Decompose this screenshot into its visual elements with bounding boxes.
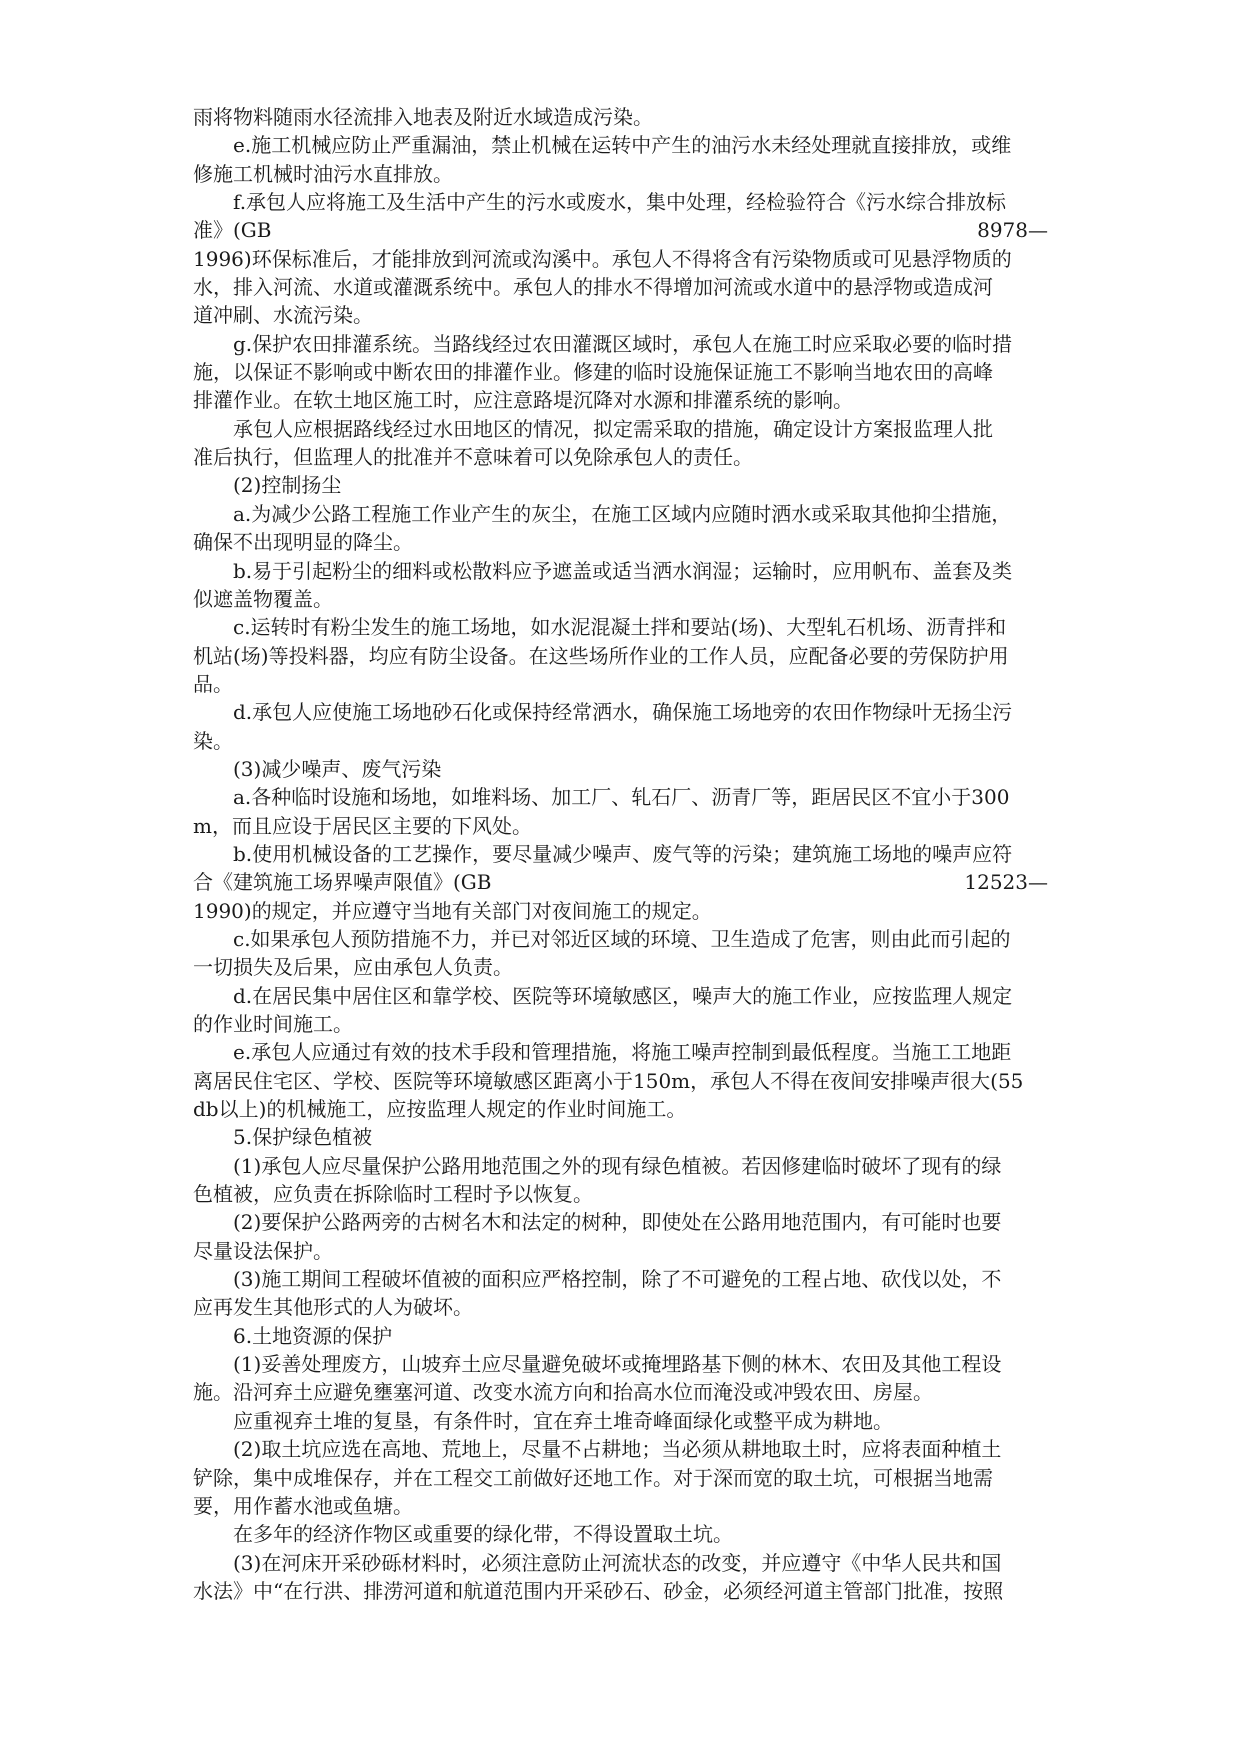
text-line: (1)承包人应尽量保护公路用地范围之外的现有绿色植被。若因修建临时破坏了现有的绿: [233, 1153, 1002, 1178]
split-line-right: 12523—: [964, 870, 1048, 895]
text-line: 品。: [193, 671, 233, 696]
text-line: b.易于引起粉尘的细料或松散料应予遮盖或适当洒水润湿；运输时，应用帆布、盖套及类: [233, 558, 1013, 583]
text-line: 机站(场)等投料器，均应有防尘设备。在这些场所作业的工作人员，应配备必要的劳保防护用: [193, 643, 1009, 668]
text-line: e.施工机械应防止严重漏油，禁止机械在运转中产生的油污水未经处理就直接排放，或维: [233, 133, 1012, 158]
text-line: 道冲刷、水流污染。: [193, 303, 373, 328]
text-line: 似遮盖物覆盖。: [193, 586, 333, 611]
text-line: b.使用机械设备的工艺操作，要尽量减少噪声、废气等的污染；建筑施工场地的噪声应符: [233, 841, 1013, 866]
text-line: 排灌作业。在软土地区施工时，应注意路堤沉降对水源和排灌系统的影响。: [193, 388, 853, 413]
text-line: 色植被，应负责在拆除临时工程时予以恢复。: [193, 1182, 593, 1207]
section-heading: 6.土地资源的保护: [233, 1323, 393, 1348]
document-page: [193, 103, 1048, 1605]
text-line: d.承包人应使施工场地砂石化或保持经常洒水，确保施工场地旁的农田作物绿叶无扬尘污: [233, 700, 1013, 725]
text-line: db以上)的机械施工，应按监理人规定的作业时间施工。: [193, 1097, 687, 1122]
split-line-right: 8978—: [977, 218, 1048, 243]
text-line: c.运转时有粉尘发生的施工场地，如水泥混凝土拌和要站(场)、大型轧石机场、沥青拌和: [233, 615, 1007, 640]
text-line: (3)施工期间工程破坏值被的面积应严格控制，除了不可避免的工程占地、砍伐以处，不: [233, 1267, 1002, 1292]
text-line: d.在居民集中居住区和靠学校、医院等环境敏感区，噪声大的施工作业，应按监理人规定: [233, 983, 1013, 1008]
text-line: 铲除，集中成堆保存，并在工程交工前做好还地工作。对于深而宽的取土坑，可根据当地需: [193, 1465, 993, 1490]
text-line: 承包人应根据路线经过水田地区的情况，拟定需采取的措施，确定设计方案报监理人批: [233, 416, 993, 441]
text-line: 1990)的规定，并应遵守当地有关部门对夜间施工的规定。: [193, 898, 712, 923]
text-line: 一切损失及后果，应由承包人负责。: [193, 955, 513, 980]
text-line: c.如果承包人预防措施不力，并已对邻近区域的环境、卫生造成了危害，则由此而引起的: [233, 926, 1011, 951]
text-line: a.为减少公路工程施工作业产生的灰尘，在施工区域内应随时洒水或采取其他抑尘措施，: [233, 501, 1012, 526]
text-line: 雨将物料随雨水径流排入地表及附近水域造成污染。: [193, 105, 653, 129]
text-line: m，而且应设于居民区主要的下风处。: [193, 813, 532, 838]
split-line-left: 合《建筑施工场界噪声限值》(GB: [193, 870, 492, 895]
section-heading: (2)控制扬尘: [233, 473, 342, 498]
text-line: (2)要保护公路两旁的古树名木和法定的树种，即使处在公路用地范围内，有可能时也要: [233, 1210, 1002, 1235]
text-line: 水，排入河流、水道或灌溉系统中。承包人的排水不得增加河流或水道中的悬浮物或造成河: [193, 275, 993, 300]
text-line: (2)取土坑应选在高地、荒地上，尽量不占耕地；当必须从耕地取土时，应将表面种植土: [233, 1437, 1002, 1462]
text-line: e.承包人应通过有效的技术手段和管理措施，将施工噪声控制到最低程度。当施工工地距: [233, 1040, 1012, 1065]
text-line: 准后执行，但监理人的批准并不意味着可以免除承包人的责任。: [193, 445, 753, 470]
text-line: f.承包人应将施工及生活中产生的污水或废水，集中处理，经检验符合《污水综合排放标: [233, 190, 1007, 215]
split-line-left: 准》(GB: [193, 218, 272, 243]
split-text-line: [193, 216, 1048, 244]
text-line: 应重视弃土堆的复垦，有条件时，宜在弃土堆奇峰面绿化或整平成为耕地。: [233, 1408, 893, 1433]
section-heading: (3)减少噪声、废气污染: [233, 756, 442, 781]
text-line: 尽量设法保护。: [193, 1238, 333, 1263]
text-line: 离居民住宅区、学校、医院等环境敏感区距离小于150m，承包人不得在夜间安排噪声很大(55: [193, 1068, 1024, 1093]
text-line: 施，以保证不影响或中断农田的排灌作业。修建的临时设施保证施工不影响当地农田的高峰: [193, 360, 993, 385]
text-line: 的作业时间施工。: [193, 1012, 353, 1036]
text-line: 施。沿河弃土应避免壅塞河道、改变水流方向和抬高水位而淹没或冲毁农田、房屋。: [193, 1380, 933, 1405]
text-line: 确保不出现明显的降尘。: [193, 530, 413, 555]
text-line: (3)在河床开采砂砾材料时，必须注意防止河流状态的改变，并应遵守《中华人民共和国: [233, 1550, 1002, 1575]
text-line: 在多年的经济作物区或重要的绿化带，不得设置取土坑。: [233, 1522, 733, 1547]
text-line: 1996)环保标准后，才能排放到河流或沟溪中。承包人不得将含有污染物质或可见悬浮物质的: [193, 246, 1012, 271]
text-line: g.保护农田排灌系统。当路线经过农田灌溉区域时，承包人在施工时应采取必要的临时措: [233, 331, 1013, 356]
text-line: 应再发生其他形式的人为破坏。: [193, 1295, 473, 1320]
section-heading: 5.保护绿色植被: [233, 1125, 373, 1150]
text-line: (1)妥善处理废方，山坡弃土应尽量避免破坏或掩埋路基下侧的林木、农田及其他工程设: [233, 1352, 1002, 1377]
text-line: 水法》中“在行洪、排涝河道和航道范围内开采砂石、砂金，必须经河道主管部门批准，按照: [193, 1578, 1004, 1603]
text-line: 染。: [193, 728, 233, 753]
text-line: a.各种临时设施和场地，如堆料场、加工厂、轧石厂、沥青厂等，距居民区不宜小于300: [233, 785, 1010, 810]
text-line: 修施工机械时油污水直排放。: [193, 161, 453, 186]
split-text-line: [193, 868, 1048, 896]
text-line: 要，用作蓄水池或鱼塘。: [193, 1493, 413, 1518]
